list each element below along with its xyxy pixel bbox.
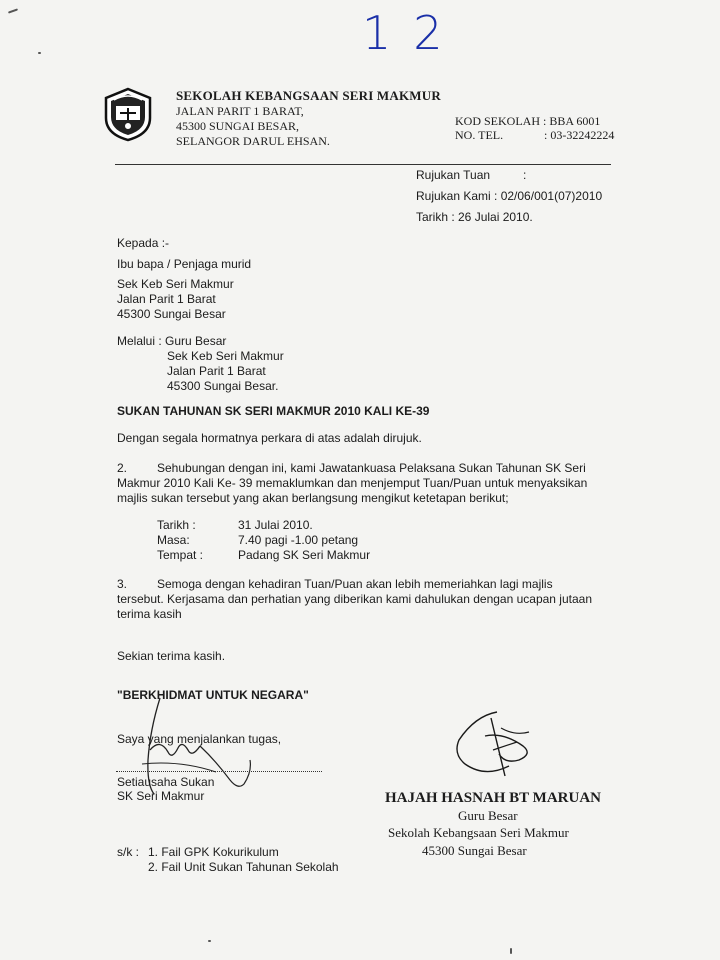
secretary-org: SK Seri Makmur <box>117 789 205 803</box>
principal-name: HAJAH HASNAH BT MARUAN <box>385 790 601 806</box>
paragraph-3-number: 3. <box>117 577 128 591</box>
paragraph-3-line-3: terima kasih <box>117 607 182 621</box>
letter-date: Tarikh : 26 Julai 2010. <box>416 210 533 224</box>
recipient-audience: Ibu bapa / Penjaga murid <box>117 257 252 271</box>
school-address-line-1: JALAN PARIT 1 BARAT, <box>176 104 304 118</box>
recipient-address-line-1: Sek Keb Seri Makmur <box>117 277 234 291</box>
rujukan-tuan: Rujukan Tuan <box>416 168 491 182</box>
melalui-address-line-3: 45300 Sungai Besar. <box>167 379 279 393</box>
phone-number: : 03-32242224 <box>544 128 615 142</box>
motto: "BERKHIDMAT UNTUK NEGARA" <box>117 688 309 702</box>
rujukan-kami: Rujukan Kami : 02/06/001(07)2010 <box>416 189 603 203</box>
paragraph-3-line-2: tersebut. Kerjasama dan perhatian yang diberikan kami dahulukan dengan ucapan jutaan <box>117 592 592 606</box>
melalui-address-line-1: Sek Keb Seri Makmur <box>167 349 284 363</box>
detail-time-value: 7.40 pagi -1.00 petang <box>238 533 359 547</box>
melalui-label: Melalui : Guru Besar <box>117 334 227 348</box>
cc-item-2: 2. Fail Unit Sukan Tahunan Sekolah <box>148 860 339 874</box>
school-code: KOD SEKOLAH : BBA 6001 <box>455 114 601 128</box>
principal-signature-icon <box>445 706 545 786</box>
letter-subject: SUKAN TAHUNAN SK SERI MAKMUR 2010 KALI KE-39 <box>117 404 430 418</box>
closing-line: Sekian terima kasih. <box>117 649 226 663</box>
recipient-address-line-2: Jalan Parit 1 Barat <box>117 292 216 306</box>
paragraph-2-line-1: Sehubungan dengan ini, kami Jawatankuasa Pelaksana Sukan Tahunan SK Seri <box>157 461 586 475</box>
detail-date-label: Tarikh : <box>157 518 196 532</box>
saya-line: Saya yang menjalankan tugas, <box>117 732 282 746</box>
scan-speck <box>510 948 512 954</box>
school-address-line-3: SELANGOR DARUL EHSAN. <box>176 134 330 148</box>
principal-title: Guru Besar <box>458 808 518 823</box>
melalui-address-line-2: Jalan Parit 1 Barat <box>167 364 266 378</box>
school-crest-icon <box>100 86 156 142</box>
secretary-title: Setiausaha Sukan <box>117 775 215 789</box>
phone-label: NO. TEL. <box>455 128 504 142</box>
paragraph-2-line-3: majlis sukan tersebut yang akan berlangsung mengikut ketetapan berikut; <box>117 491 509 505</box>
cc-label: s/k : <box>117 845 140 859</box>
scan-speck <box>208 940 211 942</box>
principal-town: 45300 Sungai Besar <box>422 843 527 858</box>
handwritten-page-number: 12 <box>362 6 465 60</box>
cc-item-1: 1. Fail GPK Kokurikulum <box>148 845 279 859</box>
detail-venue-value: Padang SK Seri Makmur <box>238 548 371 562</box>
paragraph-2-line-2: Makmur 2010 Kali Ke- 39 memaklumkan dan menjemput Tuan/Puan untuk menyaksikan <box>117 476 588 490</box>
rujukan-tuan-colon: : <box>523 168 527 182</box>
school-address-line-2: 45300 SUNGAI BESAR, <box>176 119 300 133</box>
recipient-address-line-3: 45300 Sungai Besar <box>117 307 226 321</box>
signature-dotted-line <box>116 771 322 772</box>
detail-venue-label: Tempat : <box>157 548 204 562</box>
detail-date-value: 31 Julai 2010. <box>238 518 313 532</box>
kepada-label: Kepada :- <box>117 236 170 250</box>
opening-sentence: Dengan segala hormatnya perkara di atas adalah dirujuk. <box>117 431 422 445</box>
paragraph-2-number: 2. <box>117 461 128 475</box>
principal-school: Sekolah Kebangsaan Seri Makmur <box>388 825 569 840</box>
scan-speck <box>8 8 18 13</box>
paragraph-3-line-1: Semoga dengan kehadiran Tuan/Puan akan lebih memeriahkan lagi majlis <box>157 577 553 591</box>
school-name: SEKOLAH KEBANGSAAN SERI MAKMUR <box>176 88 441 103</box>
letterhead-divider <box>115 164 611 165</box>
scan-speck <box>38 52 41 54</box>
detail-time-label: Masa: <box>157 533 190 547</box>
